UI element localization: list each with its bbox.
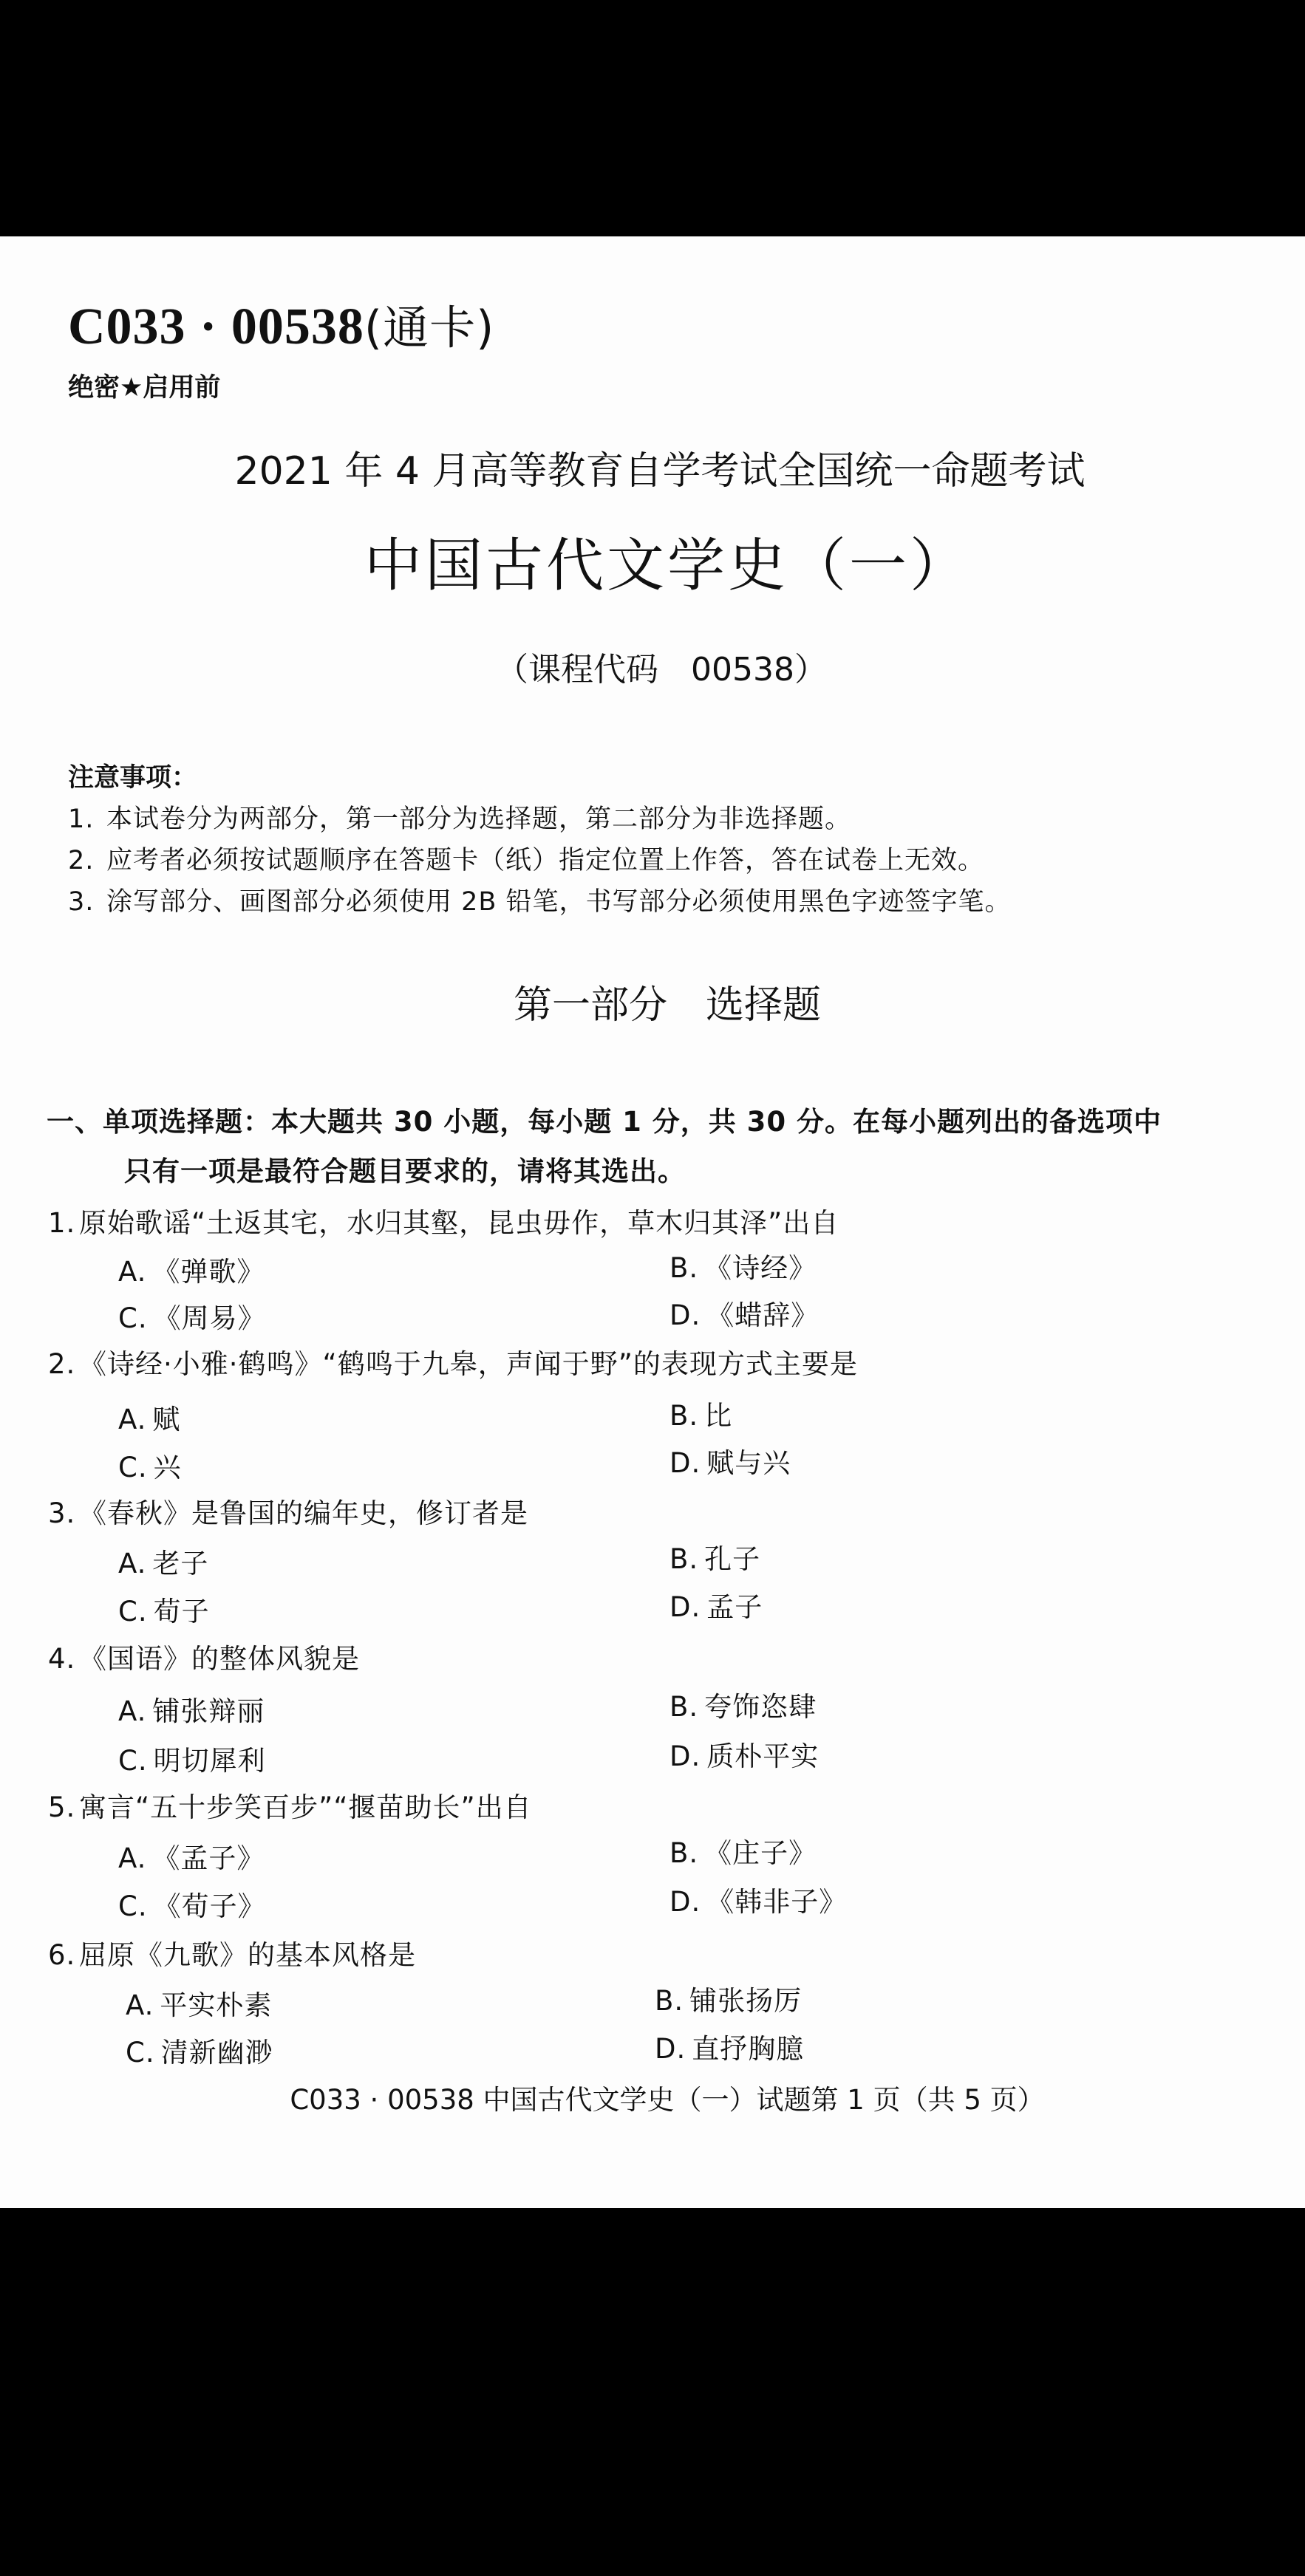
paper-code: C033 · 00538 [68,298,364,355]
option-b: B. 《诗经》 [669,1252,817,1284]
option-a: A. 老子 [118,1548,209,1579]
option-c: C. 明切犀利 [118,1745,266,1777]
option-d: D. 《蜡辞》 [669,1299,820,1331]
question-text: 寓言“五十步笑百步”“揠苗助长”出自 [79,1791,532,1823]
subject-title: 中国古代文学史（一） [364,533,970,599]
option-c: C. 《周易》 [118,1302,266,1334]
section-heading-continued: 只有一项是最符合题目要求的，请将其选出。 [124,1155,686,1187]
option-c: C. 《荀子》 [118,1890,266,1922]
question-number: 6. [48,1939,76,1971]
course-code: （课程代码 00538） [496,651,827,689]
option-b: B. 铺张扬厉 [655,1985,803,2017]
option-b: B. 《庄子》 [669,1837,817,1869]
bottom-black-band [0,2208,1305,2576]
question-number: 5. [48,1791,76,1823]
option-a: A. 铺张辩丽 [118,1695,265,1727]
option-d: D. 直抒胸臆 [655,2033,805,2065]
option-c: C. 兴 [118,1452,182,1483]
option-a: A. 《弹歌》 [118,1256,265,1288]
option-a: A. 平实朴素 [126,1989,273,2021]
option-b: B. 孔子 [669,1543,761,1575]
notice-item [68,889,1012,915]
notice-item-text: 涂写部分、画图部分必须使用 2B 铅笔，书写部分必须使用黑色字迹签字笔。 [106,887,1012,917]
notice-item-text: 应考者必须按试题顺序在答题卡（纸）指定位置上作答，答在试卷上无效。 [106,846,985,875]
question-number: 3. [48,1497,76,1529]
option-c: C. 清新幽渺 [126,2037,273,2068]
notice-item [68,804,852,834]
question-5 [48,1791,532,1823]
question-text: 《诗经·小雅·鹤鸣》“鹤鸣于九皋，声闻于野”的表现方式主要是 [79,1348,858,1380]
question-6 [48,1941,416,1969]
top-black-band [0,0,1305,236]
question-text: 《春秋》是鲁国的编年史，修订者是 [79,1497,528,1529]
notice-title: 注意事项： [68,763,198,793]
confidential-label: 绝密★启用前 [68,373,221,403]
question-3 [48,1497,528,1529]
option-d: D. 质朴平实 [669,1740,820,1772]
section-heading: 一、单项选择题：本大题共 30 小题，每小题 1 分，共 30 分。在每小题列出的备选项中 [47,1106,1162,1138]
question-1 [48,1209,839,1237]
question-text: 屈原《九歌》的基本风格是 [79,1939,416,1971]
notice-item-number: 1. [68,804,95,834]
option-d: D. 《韩非子》 [669,1886,848,1918]
part-one-title: 第一部分 选择题 [513,983,821,1028]
paper-code-suffix: (通卡) [364,301,495,355]
paper-code-title [68,298,495,355]
notice-item [68,848,984,874]
notice-item-number: 3. [68,887,95,917]
notice-item-number: 2. [68,846,95,875]
option-a: A. 《孟子》 [118,1842,265,1874]
question-number: 1. [48,1207,76,1239]
notice-item-text: 本试卷分为两部分，第一部分为选择题，第二部分为非选择题。 [106,804,852,834]
question-text: 《国语》的整体风貌是 [79,1643,360,1675]
option-d: D. 赋与兴 [669,1447,791,1479]
question-text: 原始歌谣“土返其宅，水归其壑，昆虫毋作，草木归其泽”出自 [79,1207,839,1239]
option-b: B. 比 [669,1400,733,1432]
exam-session-title: 2021 年 4 月高等教育自学考试全国统一命题考试 [234,449,1086,493]
option-a: A. 赋 [118,1404,181,1435]
option-c: C. 荀子 [118,1596,210,1627]
option-b: B. 夸饰恣肆 [669,1691,817,1723]
question-4 [48,1645,360,1673]
question-number: 4. [48,1643,76,1675]
question-2 [48,1350,858,1378]
page-footer: C033 · 00538 中国古代文学史（一）试题第 1 页（共 5 页） [290,2084,1045,2116]
question-number: 2. [48,1348,76,1380]
option-d: D. 孟子 [669,1591,763,1623]
